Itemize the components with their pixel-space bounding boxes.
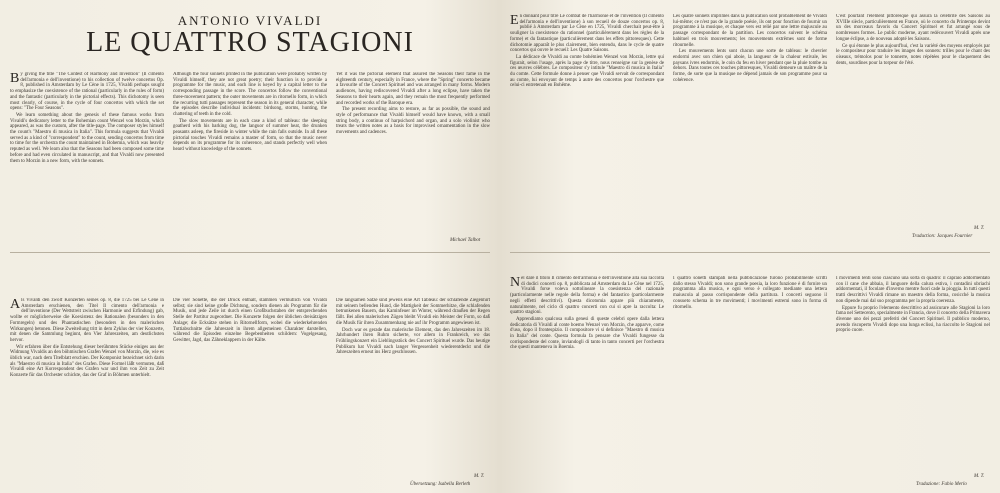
text-column	[10, 298, 164, 466]
paragraph: Nel dare il titolo Il cimento dell'armonia e dell'inventione alla sua raccolta di dodici concerti op. 8, pubblicata ad Amsterdam da Le Cène nel 1725, Vivaldi forse voleva sottolineare la coesistenza del razionale (particolarmente nelle regole della forma) e del fantastico (particolarmente negli effetti descrittivi). Questa dicotomia appare più chiaramente, naturalmente, nel ciclo di quattro concerti con cui si apre la raccolta: Le quattro stagioni.	[510, 276, 664, 316]
paragraph: We learn something about the genesis of these famous works from Vivaldi's dedicatory letter to the Bohemian count Wenzel von Morzin, which appeared, as was the custom, after the title-page. The composer styles himself the count's "Maestro di musica in Italia". This formula suggests that Vivaldi served as a kind of "correspondent" to the count, sending concertos from time to time for the orchestra the count maintained in Bohemia, which was heavily reputed as well. We learn also that the Seasons had been composed some time before and had even circulated in manuscript, and that Vivaldi now presented them to Morzin in a new form, with the sonnets.	[10, 112, 164, 164]
drop-cap: B	[10, 72, 20, 86]
german-translator: Übersetzung: Isabella Berleth	[410, 482, 471, 487]
text-column	[336, 72, 490, 232]
paragraph: En donnant pour titre Le combat de l'harmonie et de l'invention (Il cimento dell'armonia e dell'inventione) à son recueil de douze concertos op. 8, publié à Amsterdam par Le Cène en 1725, Vivaldi cherchait peut-être à souligner la coexistence du rationnel (particulièrement dans les règles de la forme) et du fantastique (particulièrement dans les effets pittoresques). Cette dichotomie apparaît le plus clairement, bien entendu, dans le cycle de quatre concertos qui ouvre le recueil: Les Quatre Saisons.	[510, 14, 664, 54]
paragraph: Apprendiamo qualcosa sulla genesi di queste celebri opere dalla lettera dedicatoria di Vivaldi al conte boemo Wenzel von Morzin, che apparve, come d'uso, dopo il frontespizio. Il compositore vi si definisce "Maestro di musica in Italia" del conte. Questa formula fa pensare che Vivaldi fungesse da corrispondente del conte, inviandogli di tanto in tanto concerti per l'orchestra che questi manteneva in Boemia.	[510, 316, 664, 351]
paragraph: The slow movements are in each case a kind of tableau: the sleeping goatherd with his barking dog, the languor of summer heat, the drunken peasants asleep, the fireside in winter while the rain falls outside. In all these pictorial touches Vivaldi remains a master of form, so that the music never depends on its programme for its coherence, and stands perfectly well when heard without knowledge of the sonnets.	[173, 118, 327, 153]
paragraph: Yet it was the pictorial element that assured the Seasons their fame in the eighteenth century, especially in France, where the "Spring" concerto became a favourite of the Concert Spirituel and was arranged in many forms. Modern audiences, having rediscovered Vivaldi after a long eclipse, have taken the Seasons to their hearts again, and they remain the most frequently performed and recorded works of the Baroque era.	[336, 72, 490, 106]
german-initials: M. T.	[474, 474, 485, 479]
drop-cap: N	[510, 276, 521, 290]
text-column	[836, 276, 990, 466]
italian-text	[510, 276, 990, 466]
paragraph: Die vier Sonette, die der Druck enthält, stammen vermutlich von Vivaldi selbst; sie sind keine große Dichtung, sondern dienen als Programm für die Musik, und jede Zeile ist durch einen Großbuchstaben der entsprechenden Stelle der Partitur zugeordnet. Die Konzerte folgen der üblichen dreisätzigen Anlage; die Ecksätze stehen in Ritornellform, wobei die wiederkehrenden Tuttiabschnitte die Jahreszeit in ihrem allgemeinen Charakter darstellen, während die Episoden einzelne Begebenheiten schildern: Vogelgesang, Gewitter, Jagd, das Zähneklappern in der Kälte.	[173, 298, 327, 343]
german-text	[10, 298, 490, 466]
paragraph: La dédicace de Vivaldi au comte bohémien Wenzel von Morzin, lettre qui figurait, selon l'usage, après la page de titre, nous renseigne sur la genèse de ces œuvres célèbres. Le compositeur s'y intitule "Maestro di musica in Italia" du comte. Cette formule donne à penser que Vivaldi servait de correspondant au comte, lui envoyant de temps à autre des concertos pour l'orchestre que celui-ci entretenait en Bohême.	[510, 54, 664, 89]
paragraph: C'est pourtant l'élément pittoresque qui assura la célébrité des Saisons au XVIIIe siècle, particulièrement en France, où le concerto du Printemps devint un des morceaux favoris du Concert Spirituel et fut arrangé sous de nombreuses formes. Le public moderne, ayant redécouvert Vivaldi après une longue éclipse, a de nouveau adopté les Saisons.	[836, 14, 990, 42]
text-column	[510, 276, 664, 466]
paragraph: Although the four sonnets printed in the publication were probably written by Vivaldi himself, they are not great poetry; their function is to provide a programme for the music, and each line is keyed by a capital letter to the corresponding passage in the score. The concertos follow the conventional three-movement pattern; the outer movements are in ritornello form, in which the recurring tutti passages represent the season in its general character, while the episodes describe individual incidents: birdsong, storms, hunting, the chattering of teeth in the cold.	[173, 72, 327, 117]
italian-initials: M. T.	[974, 474, 985, 479]
english-text	[10, 72, 490, 232]
paragraph: I movimenti lenti sono ciascuno una sorta di quadro: il capraio addormentato con il cane che abbaia, il languore della calura estiva, i contadini ubriachi addormentati, il focolare d'inverno mentre fuori cade la pioggia. In tutti questi tratti descrittivi Vivaldi rimane un maestro della forma, cosicché la musica non dipende mai dal suo programma per la propria coerenza.	[836, 276, 990, 304]
text-column	[836, 14, 990, 222]
paragraph: Wir erfahren über die Entstehung dieser berühmten Stücke einiges aus der Widmung Vivaldis an den böhmischen Grafen Wenzel von Morzin, die, wie es üblich war, nach dem Titelblatt erschien. Der Komponist bezeichnet sich darin als "Maestro di musica in Italia" des Grafen. Diese Formel läßt vermuten, daß Vivaldi eine Art Korrespondent des Grafen war und ihm von Zeit zu Zeit Konzerte für das Orchester schickte, das der Graf in Böhmen unterhielt.	[10, 344, 164, 379]
paragraph: I quattro sonetti stampati nella pubblicazione furono probabilmente scritti dallo stesso Vivaldi; non sono grande poesia, la loro funzione è di fornire un programma alla musica, e ogni verso è collegato mediante una lettera maiuscola al passo corrispondente della partitura. I concerti seguono il consueto schema in tre movimenti; i movimenti estremi sono in forma di ritornello.	[673, 276, 827, 310]
french-initials: M. T.	[974, 226, 985, 231]
text-column	[336, 298, 490, 466]
composer-name: ANTONIO VIVALDI	[177, 13, 323, 28]
paragraph: Les quatre sonnets imprimés dans la publication sont probablement de Vivaldi lui-même; ce n'est pas de la grande poésie, ils ont pour fonction de fournir un programme à la musique, et chaque vers est relié par une lettre majuscule au passage correspondant de la partition. Les concertos suivent le schéma habituel en trois mouvements; les mouvements extrêmes sont de forme ritournelle.	[673, 14, 827, 48]
text-column	[510, 14, 664, 222]
text-column	[173, 298, 327, 466]
drop-cap: A	[10, 298, 21, 312]
section-divider	[510, 252, 990, 253]
paragraph: Les mouvements lents sont chacun une sorte de tableau: le chevrier endormi avec son chien qui aboie, la langueur de la chaleur estivale, les paysans ivres endormis, le coin du feu en hiver pendant que la pluie tombe au dehors. Dans toutes ces touches pittoresques, Vivaldi demeure un maître de la forme, de sorte que la musique ne dépend jamais de son programme pour sa cohérence.	[673, 49, 827, 83]
work-title: LE QUATTRO STAGIONI	[86, 27, 414, 58]
section-divider	[10, 252, 490, 253]
italian-translator: Traduzione: Fabio Merlo	[916, 482, 967, 487]
paragraph: The present recording aims to restore, as far as possible, the sound and style of performance that Vivaldi himself would have known, with a small string body, a continuo of harpsichord and organ, and a solo violinist who treats the written notes as a basis for improvised ornamentation in the slow movements and cadences.	[336, 107, 490, 136]
french-text	[510, 14, 990, 222]
text-column	[673, 14, 827, 222]
paragraph: Die langsamen Sätze sind jeweils eine Art Tableau: der schlafende Ziegenhirt mit seinem bellenden Hund, die Mattigkeit der Sommerhitze, die schlafenden betrunkenen Bauern, das Kaminfeuer im Winter, während draußen der Regen fällt. Bei allen malerischen Zügen bleibt Vivaldi ein Meister der Form, so daß die Musik für ihren Zusammenhang nie auf ihr Programm angewiesen ist.	[336, 298, 490, 326]
english-signature: Michael Talbot	[450, 238, 481, 243]
text-column	[10, 72, 164, 232]
paragraph: Als Vivaldi den zwölf Konzerten seines op. 8, die 1725 bei Le Cène in Amsterdam erschienen, den Titel Il cimento dell'armonia e dell'inventione (Der Wettstreit zwischen Harmonie und Erfindung) gab, wollte er möglicherweise die Koexistenz des Rationalen (besonders in den Formregeln) und des Phantastischen (besonders in den malerischen Wirkungen) betonen. Diese Zweiteilung tritt in dem Zyklus der vier Konzerte, mit denen die Sammlung beginnt, den Vier Jahreszeiten, am deutlichsten hervor.	[10, 298, 164, 343]
text-column	[173, 72, 327, 232]
text-column	[673, 276, 827, 466]
paragraph: Eppure fu proprio l'elemento descrittivo ad assicurare alle Stagioni la loro fama nel Settecento, specialmente in Francia, dove il concerto della Primavera divenne uno dei pezzi preferiti del Concert Spirituel. Il pubblico moderno, avendo riscoperto Vivaldi dopo una lunga eclissi, ha riaccolto le Stagioni nel proprio cuore.	[836, 305, 990, 334]
paragraph: Ce qui étonne le plus aujourd'hui, c'est la variété des moyens employés par le compositeur pour traduire les images des sonnets: trilles pour le chant des oiseaux, trémolos pour le tonnerre, notes répétées pour le claquement des dents, sourdines pour la torpeur de l'été.	[836, 43, 990, 66]
paragraph: Doch war es gerade das malerische Element, das den Jahreszeiten im 18. Jahrhundert ihren Ruhm sicherte, vor allem in Frankreich, wo das Frühlingskonzert ein Lieblingsstück des Concert Spirituel wurde. Das heutige Publikum hat Vivaldi nach langer Vergessenheit wiederentdeckt und die Jahreszeiten erneut ins Herz geschlossen.	[336, 327, 490, 356]
drop-cap: E	[510, 14, 519, 28]
paragraph: By giving the title "The Contest of Harmony and Invention" (Il cimento dell'armonia e dell'inventione) to his collection of twelve concertos Op. 8, published in Amsterdam by Le Cène in 1725, Vivaldi perhaps sought to emphasize the coexistence of the rational (particularly in the rules of form) and the fantastic (particularly in the pictorial effects). This dichotomy is seen most clearly, of course, in the cycle of four concertos with which the set opens: "The Four Seasons".	[10, 72, 164, 112]
right-page	[500, 0, 1000, 493]
french-translator: Traduction: Jacques Fournier	[912, 234, 973, 239]
